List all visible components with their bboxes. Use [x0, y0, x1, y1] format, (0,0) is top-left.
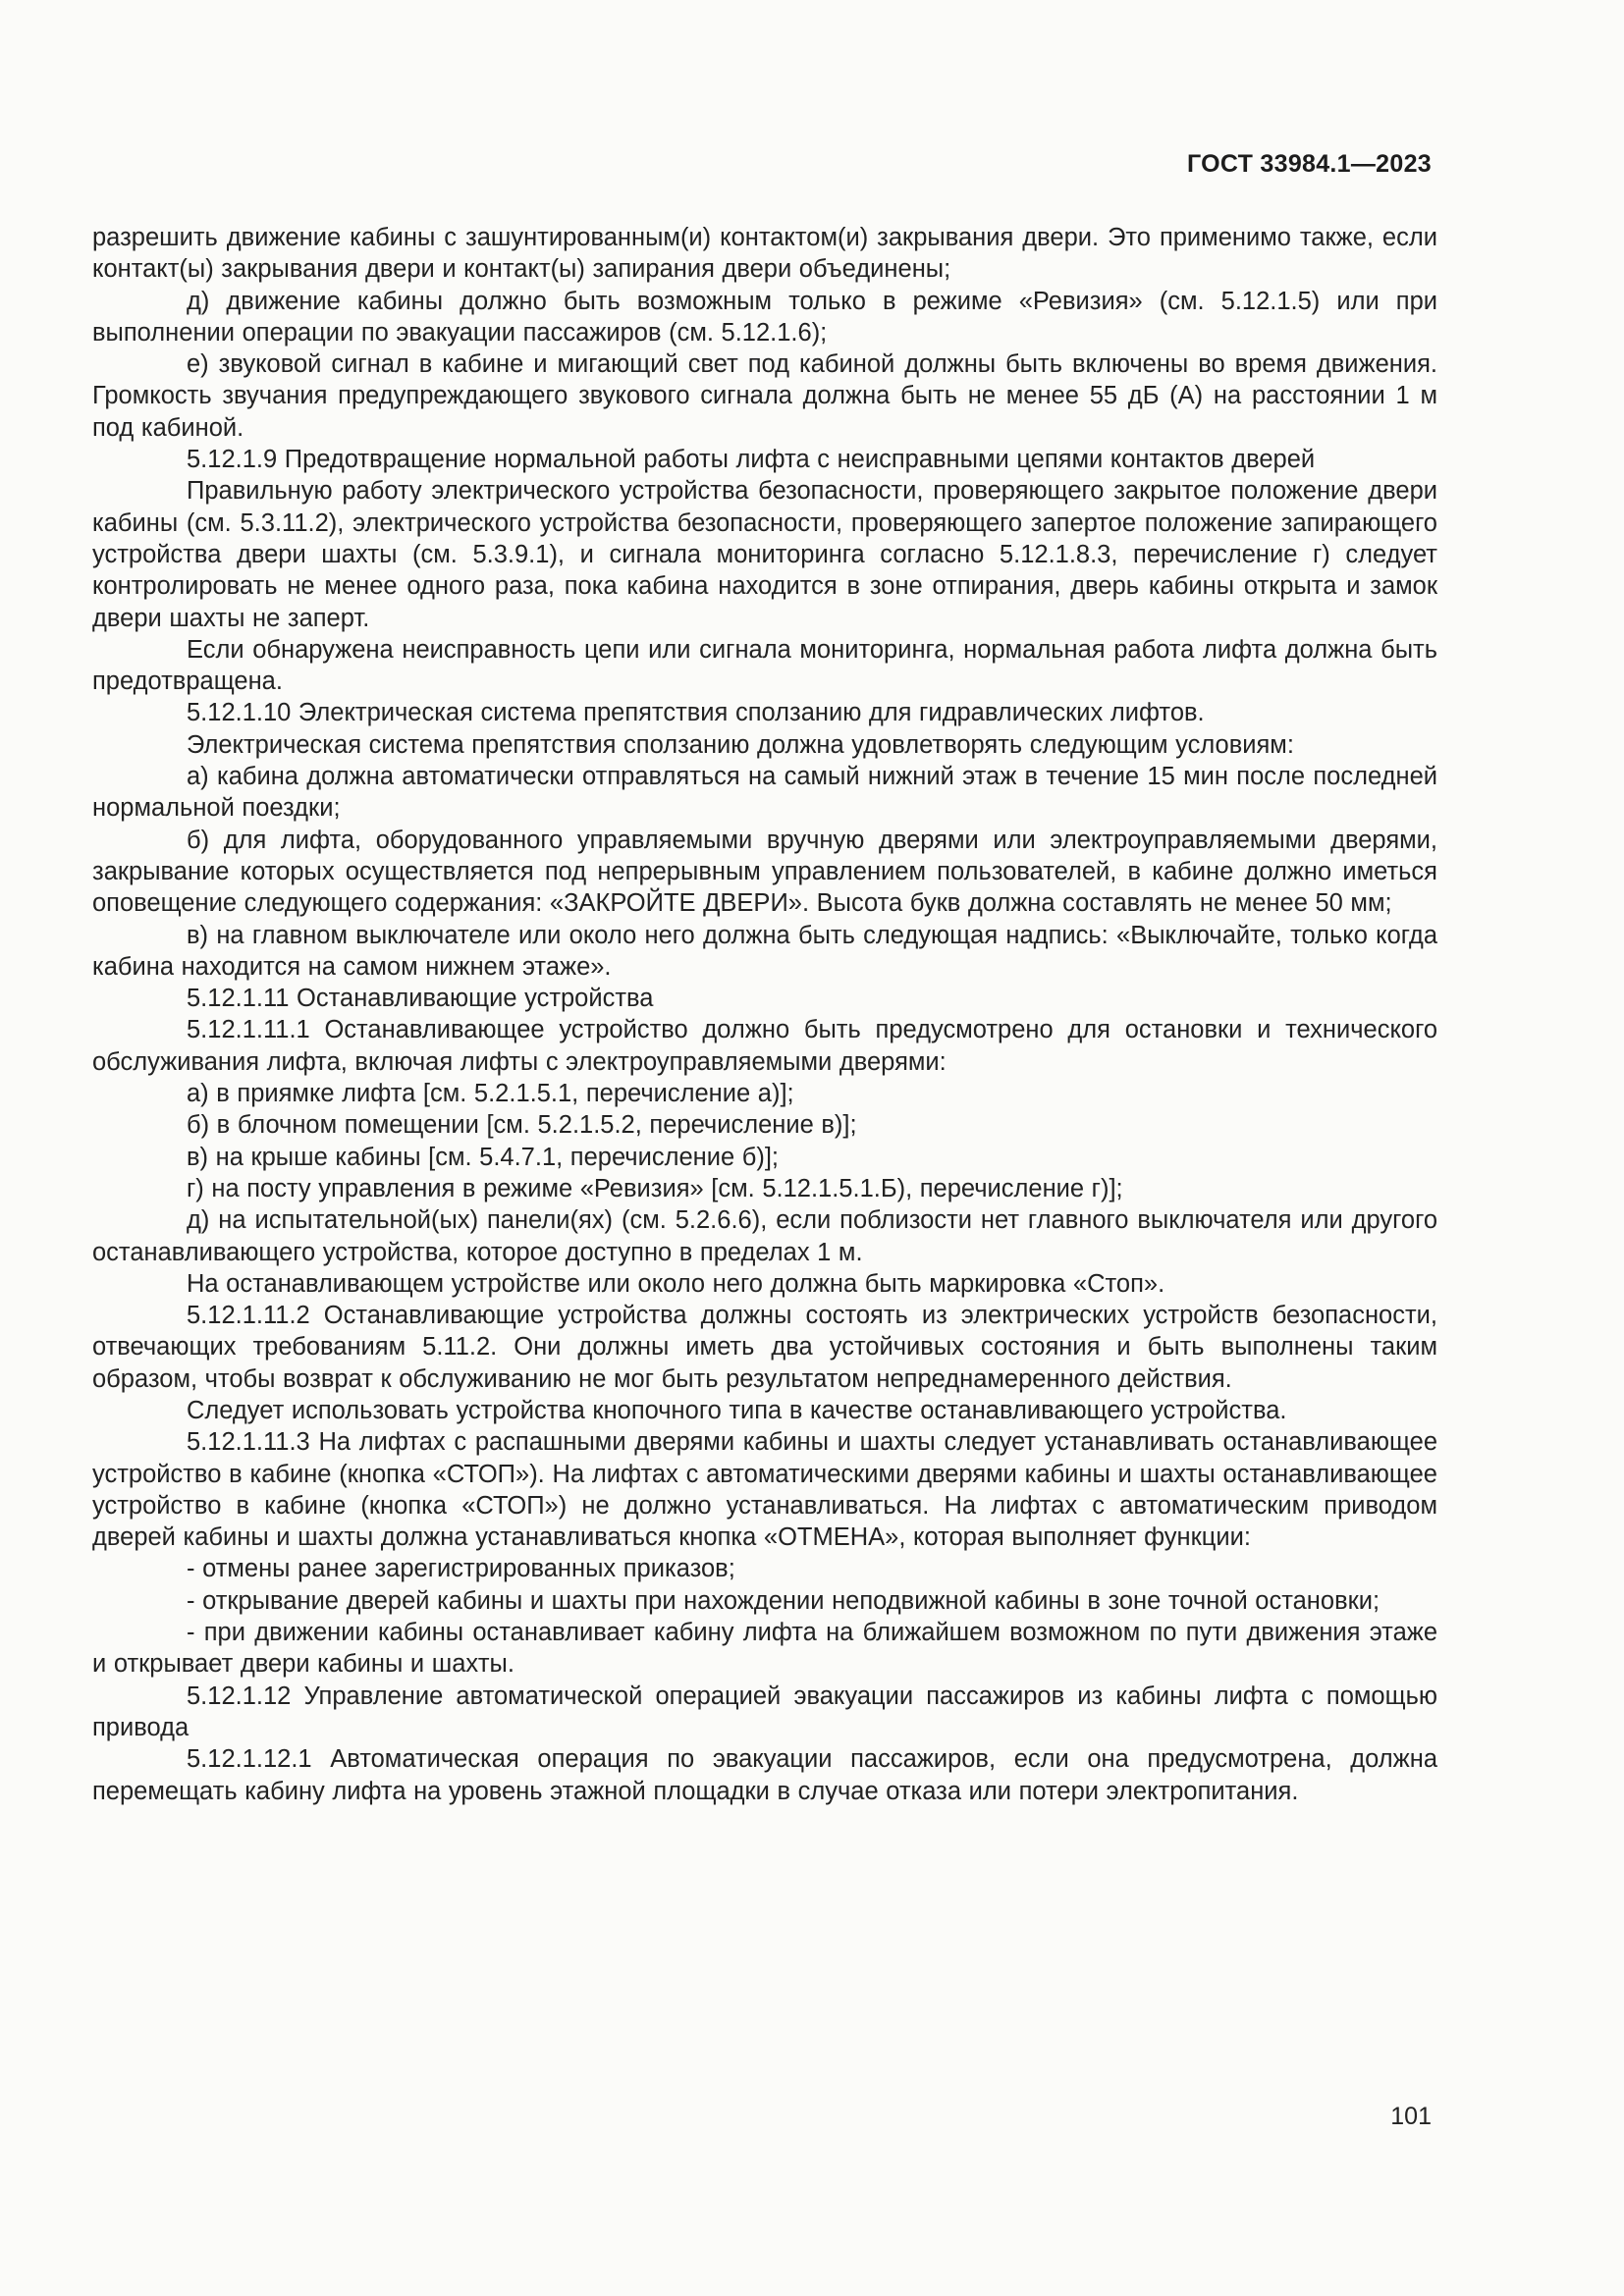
- paragraph: б) для лифта, оборудованного управляемыми вручную дверями или электроуправляемыми дверями, закрывание которых осуществляется под непрерывным управлением пользователей, в кабине должно иметься оповещение следующего содержания: «ЗАКРОЙТЕ ДВЕРИ». Высота букв должна составлять не менее 50 мм;: [92, 826, 1437, 918]
- paragraph: 5.12.1.10 Электрическая система препятствия сползанию для гидравлических лифтов.: [187, 699, 1205, 727]
- paragraph: в) на главном выключателе или около него должна быть следующая надпись: «Выключайте, только когда кабина находится на самом нижнем этаже».: [92, 921, 1437, 981]
- paragraph: д) движение кабины должно быть возможным только в режиме «Ревизия» (см. 5.12.1.5) или при выполнении операции по эвакуации пассажиров (см. 5.12.1.6);: [92, 287, 1437, 347]
- paragraph: Если обнаружена неисправность цепи или сигнала мониторинга, нормальная работа лифта должна быть предотвращена.: [92, 635, 1437, 696]
- paragraph: - при движении кабины останавливает кабину лифта на ближайшем возможном по пути движения этаже и открывает двери кабины и шахты.: [92, 1619, 1437, 1679]
- paragraph: а) в приямке лифта [см. 5.2.1.5.1, перечисление а)];: [187, 1080, 794, 1108]
- paragraph: - открывание дверей кабины и шахты при нахождении неподвижной кабины в зоне точной остановки;: [187, 1586, 1380, 1615]
- paragraph: е) звуковой сигнал в кабине и мигающий свет под кабиной должны быть включены во время движения. Громкость звучания предупреждающего звукового сигнала должна быть не менее 55 дБ (А) на расстоянии 1 м под кабиной.: [92, 350, 1437, 442]
- paragraph: Электрическая система препятствия сползанию должна удовлетворять следующим условиям:: [187, 730, 1294, 759]
- paragraph: На останавливающем устройстве или около него должна быть маркировка «Стоп».: [187, 1269, 1165, 1298]
- paragraph: Правильную работу электрического устройства безопасности, проверяющего закрытое положение двери кабины (см. 5.3.11.2), электрического устройства безопасности, проверяющего запертое положение запирающего устройства двери шахты (см. 5.3.9.1), и сигнала мониторинга согласно 5.12.1.8.3, перечисление г) следует контролировать не менее одного раза, пока кабина находится в зоне отпирания, дверь кабины открыта и замок двери шахты не заперт.: [92, 477, 1437, 632]
- standard-header: ГОСТ 33984.1—2023: [1186, 150, 1432, 178]
- paragraph: в) на крыше кабины [см. 5.4.7.1, перечисление б)];: [187, 1143, 779, 1171]
- page-number: 101: [1390, 2103, 1432, 2130]
- paragraph: разрешить движение кабины с зашунтированным(и) контактом(и) закрывания двери. Это применимо также, если контакт(ы) закрывания двери и контакт(ы) запирания двери объединены;: [92, 224, 1437, 284]
- paragraph: 5.12.1.9 Предотвращение нормальной работы лифта с неисправными цепями контактов дверей: [187, 446, 1316, 474]
- paragraph: г) на посту управления в режиме «Ревизия» [см. 5.12.1.5.1.Б), перечисление г)];: [187, 1174, 1123, 1202]
- paragraph: 5.12.1.11.3 На лифтах с распашными дверями кабины и шахты следует устанавливать останавливающее устройство в кабине (кнопка «СТОП»). На лифтах с автоматическими дверями кабины и шахты останавливающее устройство в кабине (кнопка «СТОП») не должно устанавливаться. На лифтах с автоматическим приводом дверей кабины и шахты должна устанавливаться кнопка «ОТМЕНА», которая выполняет функции:: [92, 1428, 1437, 1552]
- paragraph: 5.12.1.12 Управление автоматической операцией эвакуации пассажиров из кабины лифта с помощью привода: [92, 1682, 1437, 1741]
- paragraph: 5.12.1.11.1 Останавливающее устройство должно быть предусмотрено для остановки и технического обслуживания лифта, включая лифты с электроуправляемыми дверями:: [92, 1016, 1437, 1076]
- paragraph: б) в блочном помещении [см. 5.2.1.5.2, перечисление в)];: [187, 1111, 857, 1140]
- paragraph: 5.12.1.11.2 Останавливающие устройства должны состоять из электрических устройств безопасности, отвечающих требованиям 5.11.2. Они должны иметь два устойчивых состояния и быть выполнены таким образом, чтобы возврат к обслуживанию не мог быть результатом непреднамеренного действия.: [92, 1302, 1437, 1393]
- paragraph: Следует использовать устройства кнопочного типа в качестве останавливающего устройства.: [187, 1396, 1287, 1424]
- document-body: [92, 222, 1437, 1807]
- paragraph: 5.12.1.11 Останавливающие устройства: [187, 985, 654, 1013]
- paragraph: а) кабина должна автоматически отправляться на самый нижний этаж в течение 15 мин после последней нормальной поездки;: [92, 763, 1437, 823]
- paragraph: 5.12.1.12.1 Автоматическая операция по эвакуации пассажиров, если она предусмотрена, должна перемещать кабину лифта на уровень этажной площадки в случае отказа или потери электропитания.: [92, 1745, 1437, 1805]
- paragraph: д) на испытательной(ых) панели(ях) (см. 5.2.6.6), если поблизости нет главного выключателя или другого останавливающего устройства, которое доступно в пределах 1 м.: [92, 1206, 1437, 1266]
- paragraph: - отмены ранее зарегистрированных приказов;: [187, 1555, 735, 1583]
